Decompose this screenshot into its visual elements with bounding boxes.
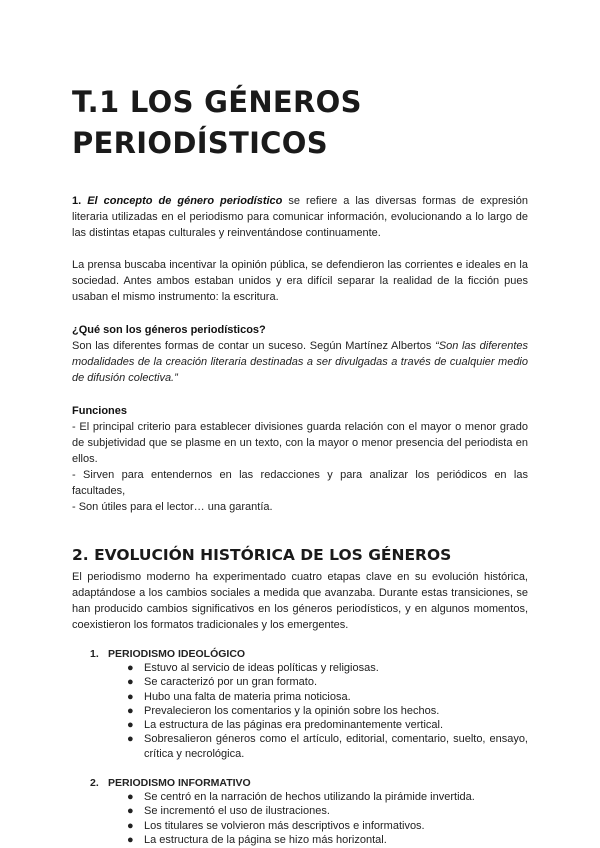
bullet-item: [127, 819, 528, 833]
bullet-icon: ●: [127, 704, 134, 717]
bullet-icon: ●: [127, 733, 134, 746]
section-paragraph: El periodismo moderno ha experimentado cuatro etapas clave en su evolución histórica, adaptándose a los cambios sociales a medida que avanzaba. Durante estas transiciones, se han producido cambios significativos en los géneros periodísticos, y en algunos momentos, coexistieron los formatos tradicionales y los emergentes.: [72, 571, 528, 631]
bullet-item: [127, 704, 528, 718]
bullet-icon: ●: [127, 805, 134, 818]
stage-number: 1.: [90, 648, 99, 660]
bullet-icon: ●: [127, 676, 134, 689]
bullet-text: Sobresalieron géneros como el artículo, editorial, comentario, suelto, ensayo, crítica y necrológica.: [144, 733, 528, 760]
bullet-item: [127, 690, 528, 704]
bullet-icon: ●: [127, 719, 134, 732]
page-title: T.1 LOS GÉNEROS PERIODÍSTICOS: [72, 85, 362, 160]
bullet-item: [127, 675, 528, 689]
stage-bullets: [72, 790, 528, 847]
question-quote: “Son las diferentes modalidades de la creación literaria destinadas a ser divulgadas a través de cualquier medio de difusión colectiva.”: [72, 340, 528, 384]
bullet-text: Se caracterizó por un gran formato.: [144, 676, 318, 689]
stages-list: [72, 647, 528, 847]
bullet-icon: ●: [127, 791, 134, 804]
bullet-text: La estructura de la página se hizo más horizontal.: [144, 833, 387, 846]
section-heading: 2. EVOLUCIÓN HISTÓRICA DE LOS GÉNEROS: [72, 546, 452, 564]
bullet-item: [127, 718, 528, 732]
bullet-item: [127, 661, 528, 675]
bullet-text: Se incrementó el uso de ilustraciones.: [144, 805, 330, 818]
stage-title-text: PERIODISMO INFORMATIVO: [108, 777, 251, 790]
funciones-item: - El principal criterio para establecer divisiones guarda relación con el mayor o menor grado de subjetividad que se plasme en un texto, con la mayor o menor presencia del periodista en ellos.: [72, 421, 528, 465]
stage-title: [72, 647, 528, 661]
funciones-item: - Sirven para entendernos en las redacciones y para analizar los periódicos en las facultades,: [72, 469, 528, 497]
stage-item: [72, 647, 528, 761]
question-text: Son las diferentes formas de contar un suceso. Según Martínez Albertos: [72, 340, 432, 352]
question-paragraph: [72, 338, 528, 386]
intro-text: se refiere a las diversas formas de expresión literaria utilizadas en el periodismo para comunicar información, evolucionando a lo largo de las distintas etapas culturales y reinventándose continuamente.: [72, 195, 528, 239]
bullet-text: La estructura de las páginas era predominantemente vertical.: [144, 719, 444, 732]
stage-item: [72, 776, 528, 847]
bullet-icon: ●: [127, 690, 134, 703]
funciones-item: - Son útiles para el lector… una garantía.: [72, 501, 273, 513]
bullet-text: Prevalecieron los comentarios y la opinión sobre los hechos.: [144, 704, 440, 717]
funciones-heading: Funciones: [72, 405, 128, 417]
bullet-icon: ●: [127, 833, 134, 846]
intro-term: El concepto de género periodístico: [87, 195, 283, 207]
stage-number: 2.: [90, 777, 99, 790]
intro-paragraph: [72, 193, 528, 241]
bullet-text: Estuvo al servicio de ideas políticas y religiosas.: [144, 662, 379, 674]
question-heading: ¿Qué son los géneros periodísticos?: [72, 324, 266, 336]
stage-title-text: PERIODISMO IDEOLÓGICO: [108, 648, 246, 660]
bullet-item: [127, 732, 528, 761]
bullet-text: Hubo una falta de materia prima noticiosa.: [144, 690, 351, 703]
bullet-icon: ●: [127, 819, 134, 832]
bullet-item: [127, 790, 528, 804]
intro-number: 1.: [72, 195, 82, 207]
bullet-item: [127, 804, 528, 818]
bullet-text: Se centró en la narración de hechos utilizando la pirámide invertida.: [144, 791, 475, 804]
bullet-icon: ●: [127, 662, 134, 674]
bullet-text: Los titulares se volvieron más descriptivos e informativos.: [144, 819, 425, 832]
bullet-item: [127, 833, 528, 847]
press-paragraph: La prensa buscaba incentivar la opinión pública, se defendieron las corrientes e ideales en la sociedad. Antes ambos estaban unidos y era difícil separar la realidad de la ficción pues usaban el mismo instrumento: la escritura.: [72, 259, 528, 303]
stage-bullets: [72, 661, 528, 761]
stage-title: [72, 776, 528, 790]
